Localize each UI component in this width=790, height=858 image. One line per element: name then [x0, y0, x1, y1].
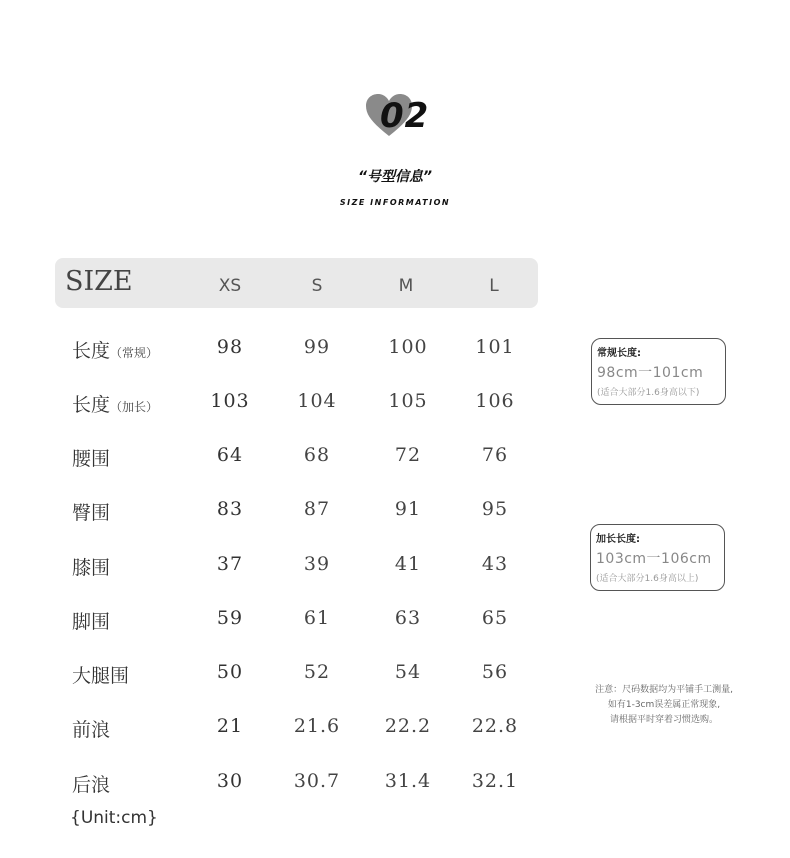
cell-xs: 59 — [216, 607, 244, 629]
table-row — [0, 390, 540, 430]
table-row — [0, 444, 540, 484]
cell-m: 41 — [394, 553, 422, 575]
column-header-s: S — [311, 276, 323, 296]
table-row — [0, 498, 540, 538]
note-title: 加长长度: — [596, 534, 640, 545]
page-subtitle: SIZE INFORMATION — [339, 198, 451, 207]
page-title: “号型信息” — [357, 169, 433, 185]
size-header-band — [55, 258, 538, 308]
measurement-notice — [578, 683, 750, 728]
note-hint: (适合大部分1.6身高以上) — [596, 574, 699, 584]
row-label: 脚围 — [72, 611, 111, 633]
cell-xs: 83 — [216, 498, 244, 520]
cell-m: 31.4 — [384, 770, 432, 792]
cell-s: 68 — [303, 444, 331, 466]
cell-xs: 64 — [216, 444, 244, 466]
cell-xs: 30 — [216, 770, 244, 792]
long-length-note — [590, 524, 725, 591]
cell-m: 54 — [394, 661, 422, 683]
cell-s: 87 — [303, 498, 331, 520]
cell-s: 21.6 — [293, 715, 341, 737]
column-header-xs: XS — [218, 276, 242, 296]
cell-l: 101 — [475, 336, 515, 358]
cell-l: 76 — [481, 444, 509, 466]
cell-l: 106 — [475, 390, 515, 412]
cell-m: 100 — [388, 336, 428, 358]
notice-line: 请根据平时穿着习惯选购。 — [609, 715, 718, 725]
row-label: 大腿围 — [72, 665, 130, 687]
cell-xs: 21 — [216, 715, 244, 737]
cell-l: 65 — [481, 607, 509, 629]
unit-label: {Unit:cm} — [70, 808, 158, 828]
cell-m: 72 — [394, 444, 422, 466]
row-label: 前浪 — [72, 719, 111, 741]
row-label: 腰围 — [72, 448, 111, 470]
cell-m: 63 — [394, 607, 422, 629]
row-label: 膝围 — [72, 557, 111, 579]
row-label: 臀围 — [72, 502, 111, 524]
cell-l: 43 — [481, 553, 509, 575]
row-label: 长度（加长） — [72, 394, 159, 416]
cell-m: 22.2 — [384, 715, 432, 737]
row-label: 长度（常规） — [72, 340, 159, 362]
section-number-badge — [366, 94, 446, 142]
notice-line: 注意：尺码数据均为平铺手工测量, — [595, 685, 733, 695]
table-row — [0, 770, 540, 810]
cell-s: 104 — [297, 390, 337, 412]
cell-xs: 98 — [216, 336, 244, 358]
table-row — [0, 553, 540, 593]
section-number: 02 — [380, 96, 430, 136]
note-hint: (适合大部分1.6身高以下) — [597, 388, 700, 398]
table-row — [0, 607, 540, 647]
cell-l: 56 — [481, 661, 509, 683]
table-row — [0, 715, 540, 755]
regular-length-note — [591, 338, 726, 405]
table-row — [0, 661, 540, 701]
size-label: SIZE — [65, 266, 133, 297]
cell-s: 99 — [303, 336, 331, 358]
column-header-l: L — [489, 276, 499, 296]
cell-l: 22.8 — [471, 715, 519, 737]
cell-m: 105 — [388, 390, 428, 412]
note-range: 98cm一101cm — [597, 365, 704, 381]
cell-xs: 103 — [210, 390, 250, 412]
table-row — [0, 336, 540, 376]
row-label: 后浪 — [72, 774, 111, 796]
note-range: 103cm一106cm — [596, 551, 712, 567]
cell-m: 91 — [394, 498, 422, 520]
cell-s: 30.7 — [293, 770, 341, 792]
cell-xs: 37 — [216, 553, 244, 575]
cell-l: 32.1 — [471, 770, 519, 792]
cell-l: 95 — [481, 498, 509, 520]
cell-s: 52 — [303, 661, 331, 683]
column-header-m: M — [398, 276, 414, 296]
notice-line: 如有1-3cm误差属正常现象, — [607, 700, 721, 710]
note-title: 常规长度: — [597, 348, 641, 359]
cell-xs: 50 — [216, 661, 244, 683]
cell-s: 39 — [303, 553, 331, 575]
cell-s: 61 — [303, 607, 331, 629]
